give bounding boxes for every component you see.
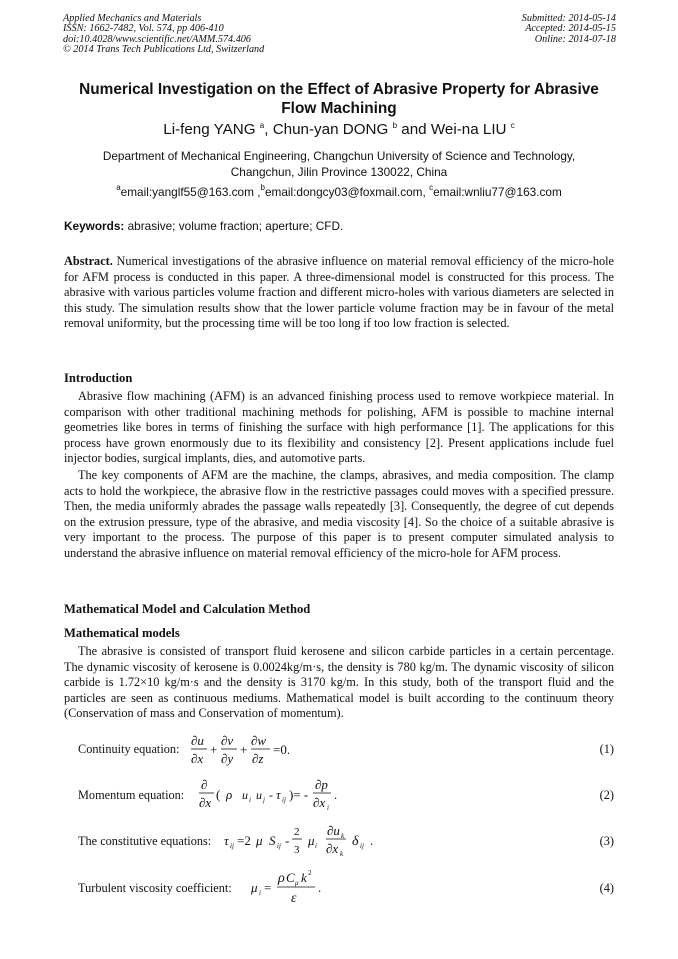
continuity-equation-formula [191,732,311,772]
svg-text:ρ: ρ [226,787,233,802]
equation-1-number: (1) [599,742,614,756]
svg-text:.: . [318,880,322,895]
email-b-sup: b [260,183,265,192]
svg-text:∂u: ∂u [191,733,204,748]
svg-text:ρ: ρ [278,871,285,886]
keywords-label: Keywords: [64,219,125,233]
author-1: Li-feng YANG [163,121,256,138]
svg-text:τ: τ [276,787,281,802]
svg-text:ij: ij [277,842,281,850]
svg-text:μ: μ [256,833,263,848]
online-date: Online: 2014-07-18 [534,33,616,45]
svg-text:τ: τ [224,833,229,848]
abstract-label: Abstract. [64,254,113,268]
svg-text:-: - [285,833,290,848]
svg-text:i: i [327,804,329,812]
svg-text:∂x: ∂x [199,795,212,810]
svg-text:3: 3 [294,844,300,856]
author-emails: $^a$email:yanglf55@163.com ,$^b$email:dongcy03@foxmail.com, $^c$email:wnliu77@163.com [116,183,562,199]
svg-text:∂x: ∂x [313,795,326,810]
svg-text:(: ( [216,787,221,802]
turbulent-viscosity-formula [251,866,371,912]
svg-text:∂y: ∂y [221,751,234,766]
journal-info [63,14,264,56]
svg-text:∂u: ∂u [327,823,340,838]
svg-text:j: j [263,796,265,804]
equation-4-number: (4) [599,881,614,895]
svg-text:ij: ij [360,842,364,850]
svg-text:k: k [301,870,307,885]
svg-text:+: + [240,742,248,757]
svg-text:ij: ij [282,796,286,804]
subsection-heading-math-models: Mathematical models [64,626,180,640]
journal-name: Applied Mechanics and Materials [63,13,202,24]
svg-text:∂x: ∂x [326,841,339,856]
svg-text:.: . [370,833,374,848]
author-3: Wei-na LIU [430,121,507,138]
email-c-sup: c [429,183,434,192]
affiliation-line-2: Changchun, Jilin Province 130022, China [230,164,448,179]
svg-text:∂z: ∂z [252,751,264,766]
publication-dates [522,14,616,45]
email-a[interactable]: email:yanglf55@163.com [120,185,254,199]
submitted-date: Submitted: 2014-05-14 [521,13,616,24]
equation-2-number: (2) [599,788,614,802]
equation-3-number: (3) [599,834,614,848]
svg-text:k: k [340,850,344,858]
author-1-sup: a [259,121,265,130]
svg-text:u: u [242,788,248,802]
svg-text:μ: μ [295,879,299,887]
svg-text:+: + [210,742,218,757]
introduction-paragraph-2: The key components of AFM are the machine, the clamps, abrasives, and media composition. The clamp acts to hold the workpiece, the abrasive flow in the restrictive passages could moves with a specified pressure. Then, the media uniformly abrades the passage walls repeatedly [3]. Consequently, the degree of cut depends on the extrusion pressure, type of the abrasive, and media viscosity [4]. So the choice of a suitable abrasive is very important to the process. The purpose of this paper is to present computer simulated analysis to understand the abrasive influence on material removal efficiency of the micro-hole for AFM process. [64,468,614,560]
svg-text:2: 2 [308,869,312,877]
journal-copyright: © 2014 Trans Tech Publications Ltd, Switzerland [63,44,265,56]
introduction-heading: Introduction [64,371,133,385]
equation-3-label: The constitutive equations: [78,834,212,848]
section-heading-math-model: Mathematical Model and Calculation Method [64,602,311,616]
svg-text:i: i [249,796,251,804]
math-model-paragraph: The abrasive is consisted of transport fluid kerosene and silicon carbide particles in a certain percentage. The dynamic viscosity of kerosene is 0.0024kg/m·s, the density is 780 kg/m. The dynamic viscosity of silicon carbide is 1.72×10 kg/m·s and the density is 3170 kg/m. In this study, both of the transport fluid and the particles are seen as continuous mediums. Mathematical model is built according to the continuum theory (Conservation of mass and Conservation of momentum). [64,644,614,721]
affiliation [60,149,618,180]
svg-text:2: 2 [294,826,300,838]
keywords [64,219,616,234]
author-2: Chun-yan DONG [272,121,389,138]
svg-text:∂x: ∂x [191,751,204,766]
author-list: Li-feng YANG $^a$, Chun-yan DONG $^b$ and Wei-na LIU $^c$ [163,121,515,138]
svg-text:=0.: =0. [273,742,291,757]
svg-text:=2: =2 [237,833,251,848]
email-b[interactable]: email:dongcy03@foxmail.com [264,185,423,199]
equation-3 [78,822,614,866]
abstract-text: Numerical investigations of the abrasive influence on material removal efficiency of the micro-hole for AFM process is conducted in this paper. A three-dimensional model is constructed for this process. The abrasive with various particles volume fraction and different micro-holes with various diameters are selected in this study. The simulation results show that the lower particle volume fraction may be in favour of the metal removal uniformity, but the processing time will be too long if too low fraction is selected. [64,254,615,331]
equation-4-label: Turbulent viscosity coefficient: [78,881,232,895]
affiliation-line-1: Department of Mechanical Engineering, Changchun University of Science and Technology, [102,149,576,163]
svg-text:.: . [334,787,338,802]
equation-2 [78,776,614,820]
journal-issn: ISSN: 1662-7482, Vol. 574, pp 406-410 [63,23,224,35]
svg-text:∂v: ∂v [221,733,234,748]
email-a-sup: a [116,183,121,192]
svg-text:∂: ∂ [201,777,208,792]
svg-text:δ: δ [352,834,359,849]
equation-2-label: Momentum equation: [78,788,185,802]
svg-text:=: = [264,880,272,895]
svg-text:μ: μ [251,880,258,895]
svg-text:-: - [269,788,273,802]
author-2-sup: b [392,121,398,130]
keywords-text: abrasive; volume fraction; aperture; CFD. [127,219,344,233]
svg-text:u: u [256,788,262,802]
abstract [64,254,614,332]
equation-1-label: Continuity equation: [78,742,180,756]
accepted-date: Accepted: 2014-05-15 [525,23,616,35]
svg-text:S: S [269,833,276,848]
journal-doi[interactable]: doi:10.4028/www.scientific.net/AMM.574.406 [63,33,251,45]
author-and: and [401,121,427,138]
svg-text:∂p: ∂p [315,777,328,792]
svg-text:i: i [259,889,261,897]
svg-text:∂w: ∂w [251,733,267,748]
svg-text:C: C [286,870,295,885]
equation-1 [78,732,614,776]
email-c[interactable]: email:wnliu77@163.com [433,185,562,199]
introduction-paragraph-1: Abrasive flow machining (AFM) is an advanced finishing process used to remove workpiece material. In comparison with other traditional machining methods for polishing, AFM is possible to machine internal geometries like bores in terms of finishing the surface with high performance [1]. The applications for this process have grown enormously due to its flexibility and consistency [2]. Present applications include fuel injector bodies, surgical implants, dies, and automotive parts. [64,389,614,466]
svg-text:μ: μ [308,833,315,848]
svg-text:i: i [315,842,317,850]
constitutive-equation-formula [224,822,424,864]
equation-4 [78,866,614,910]
author-3-sup: c [510,121,515,130]
svg-text:)= -: )= - [289,787,309,802]
svg-text:ij: ij [230,842,234,850]
svg-text:k: k [341,832,345,840]
momentum-equation-formula [199,776,399,818]
paper-title: Numerical Investigation on the Effect of Abrasive Property for Abrasive Flow Machining [79,81,599,117]
svg-text:ε: ε [291,891,297,906]
